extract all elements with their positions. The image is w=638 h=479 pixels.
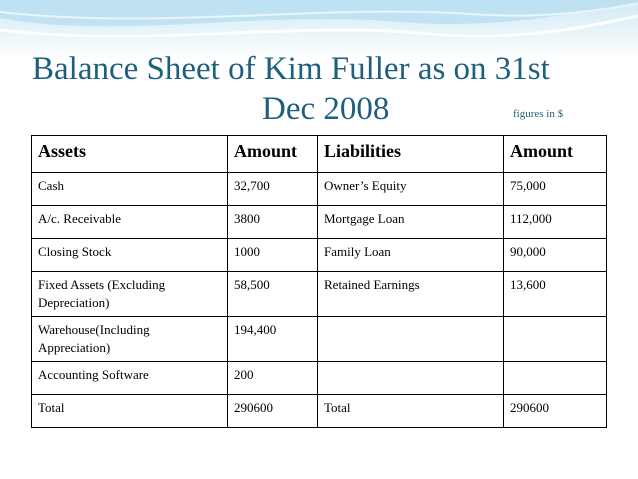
- table-total-row: [32, 395, 607, 428]
- cell-asset: A/c. Receivable: [32, 206, 228, 239]
- cell-asset-amount: 3800: [228, 206, 318, 239]
- cell-liability: Mortgage Loan: [318, 206, 504, 239]
- title-line-2: Dec 2008: [262, 91, 390, 127]
- balance-sheet-table: [31, 135, 607, 428]
- table-row: [32, 272, 607, 317]
- cell-asset: Fixed Assets (Excluding Depreciation): [32, 272, 228, 317]
- cell-asset-amount: 58,500: [228, 272, 318, 317]
- cell-liability: Family Loan: [318, 239, 504, 272]
- cell-liability: [318, 317, 504, 362]
- cell-asset-amount: 194,400: [228, 317, 318, 362]
- header-amount-liabilities: Amount: [504, 136, 607, 173]
- figures-note: figures in $: [513, 108, 564, 120]
- cell-liability-amount: 90,000: [504, 239, 607, 272]
- header-amount-assets: Amount: [228, 136, 318, 173]
- cell-total-label-assets: Total: [32, 395, 228, 428]
- cell-asset-amount: 200: [228, 362, 318, 395]
- header-assets: Assets: [32, 136, 228, 173]
- cell-liability: [318, 362, 504, 395]
- title-line-1: Balance Sheet of Kim Fuller as on 31st: [32, 51, 550, 87]
- cell-total-liabilities: 290600: [504, 395, 607, 428]
- cell-asset: Closing Stock: [32, 239, 228, 272]
- cell-total-assets: 290600: [228, 395, 318, 428]
- cell-liability-amount: 75,000: [504, 173, 607, 206]
- cell-asset: Warehouse(Including Appreciation): [32, 317, 228, 362]
- cell-asset-amount: 32,700: [228, 173, 318, 206]
- header-liabilities: Liabilities: [318, 136, 504, 173]
- table-row: [32, 239, 607, 272]
- table-row: [32, 362, 607, 395]
- cell-liability-amount: [504, 317, 607, 362]
- cell-liability-amount: 13,600: [504, 272, 607, 317]
- table-header-row: [32, 136, 607, 173]
- cell-liability: Retained Earnings: [318, 272, 504, 317]
- table-row: [32, 206, 607, 239]
- cell-total-label-liabilities: Total: [318, 395, 504, 428]
- cell-liability: Owner’s Equity: [318, 173, 504, 206]
- table-row: [32, 173, 607, 206]
- cell-asset: Accounting Software: [32, 362, 228, 395]
- cell-liability-amount: [504, 362, 607, 395]
- table-row: [32, 317, 607, 362]
- cell-asset-amount: 1000: [228, 239, 318, 272]
- cell-liability-amount: 112,000: [504, 206, 607, 239]
- cell-asset: Cash: [32, 173, 228, 206]
